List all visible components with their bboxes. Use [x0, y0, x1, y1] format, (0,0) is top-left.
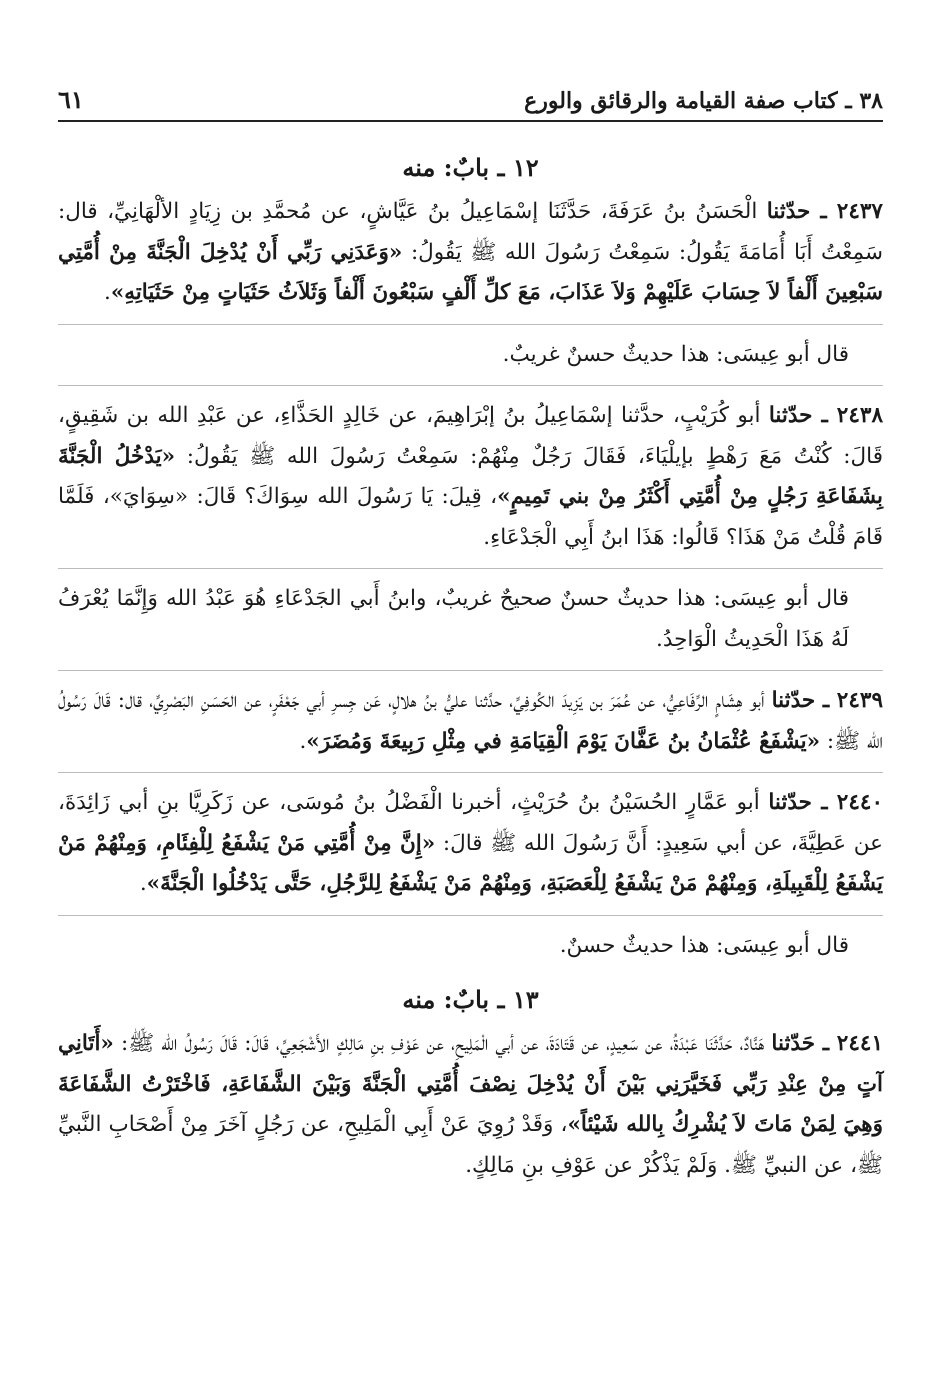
- hadith-chain: أبو هِشَامٍ الرِّفَاعِيُّ، عن عُمَرَ بن يَزِيدَ الكُوفِيِّ، حدَّثنا عليُّ بنُ هلالٍ، عَن جِسرِ أبي جَعْفَرٍ، عن الحَسَنِ البَصْرِيِّ، قال: قَالَ رَسُولُ الله ﷺ:: [58, 688, 883, 754]
- tirmidhi-comment: قال أبو عِيسَى: هذا حديثٌ حسنٌ غريبٌ.: [58, 335, 883, 387]
- hadith-text: ٢٤٣٨ ـ حدّثنا أبو كُرَيْبٍ، حدَّثنا إسْمَاعِيلُ بنُ إبْرَاهِيمَ، عن خَالِدٍ الحَذَّاءِ، عن عَبْدِ الله بن شَقِيقٍ، قَالَ: كُنْتُ مَعَ رَهْطٍ بإيلْيَاءَ، فَقَالَ رَجُلٌ مِنْهُمْ: سَمِعْتُ رَسُولَ الله ﷺ يَقُولُ: «يَدْخُلُ الْجَنَّةَ بِشَفَاعَةِ رَجُلٍ مِنْ أُمَّتِي أَكْثَرُ مِنْ بني تَمِيمٍ»، قِيلَ: يَا رَسُولَ الله سِوَاكَ؟ قَالَ: «سِوَايَ»، فَلَمَّا قَامَ قُلْتُ مَنْ هَذَا؟ قَالُوا: هَذَا ابنُ أَبِي الْجَدْعَاءِ.: [58, 403, 883, 550]
- hadith-number: ٢٤٣٧: [836, 199, 883, 224]
- hadith-text: ٢٤٣٧ ـ حدّثنا الْحَسَنُ بنُ عَرَفَةَ، حَدَّثَنَا إسْمَاعِيلُ بنُ عَيَّاشٍ، عن مُحمَّدِ بن زِيَادٍ الألْهَانِيِّ، قال: سَمِعْتُ أَبَا أُمَامَةَ يَقُولُ: سَمِعْتُ رَسُولَ الله ﷺ يَقُولُ: «وَعَدَنِي رَبِّي أَنْ يُدْخِلَ الْجَنَّةَ مِنْ أُمَّتِي سَبْعِينَ أَلْفاً لاَ حِسَابَ عَلَيْهِمْ وَلاَ عَذَابَ، مَعَ كلِّ أَلْفٍ سَبْعُونَ أَلْفاً وَثَلاَثُ حَثَيَاتٍ مِنْ حَثَيَاتِهِ».: [58, 199, 883, 305]
- hadith-text: ٢٤٤١ ـ حَدّثنا هَنَّادٌ، حَدَّثَنَا عَبْدَةُ، عن سَعِيدٍ، عن قَتَادَةَ، عن أبي الْمَلِيحِ، عن عَوْفِ بنِ مَالِكٍ الأَشْجَعِيِّ، قَالَ: قَالَ رَسُولُ الله ﷺ: «أَتَانِي آتٍ مِنْ عِنْدِ رَبِّي فَخَيَّرَنِي بَيْنَ أَنْ يُدْخِلَ نِصْفَ أُمَّتِي الْجَنَّةَ وَبَيْنَ الشَّفَاعَةِ، فَاخْتَرْتُ الشَّفَاعَةَ وَهِيَ لِمَنْ مَاتَ لاَ يُشْرِكُ بِالله شَيْئاً»، وَقَدْ رُوِيَ عَنْ أَبِي الْمَلِيحِ، عن رَجُلٍ آخَرَ مِنْ أَصْحَابِ النَّبيِّ ﷺ، عن النبيِّ ﷺ. وَلَمْ يَذْكُرْ عن عَوْفِ بنِ مَالِكٍ.: [58, 1031, 883, 1178]
- chapter-heading: ١٢ ـ بابٌ: منه: [402, 153, 539, 182]
- hadith-tail: ، وَقَدْ رُوِيَ عَنْ أَبِي الْمَلِيحِ، عن رَجُلٍ آخَرَ مِنْ أَصْحَابِ النَّبيِّ ﷺ، عن النبيِّ ﷺ. وَلَمْ يَذْكُرْ عن عَوْفِ بنِ مَالِكٍ.: [58, 1112, 883, 1178]
- hadith-quote: «وَعَدَنِي رَبِّي أَنْ يُدْخِلَ الْجَنَّةَ مِنْ أُمَّتِي سَبْعِينَ أَلْفاً لاَ حِسَابَ عَلَيْهِمْ وَلاَ عَذَابَ، مَعَ كلِّ أَلْفٍ سَبْعُونَ أَلْفاً وَثَلاَثُ حَثَيَاتٍ مِنْ حَثَيَاتِهِ»: [58, 239, 883, 305]
- hadith-quote: «يَدْخُلُ الْجَنَّةَ بِشَفَاعَةِ رَجُلٍ مِنْ أُمَّتِي أَكْثَرُ مِنْ بني تَمِيمٍ»: [58, 443, 883, 509]
- hadith-chain: الْحَسَنُ بنُ عَرَفَةَ، حَدَّثَنَا إسْمَاعِيلُ بنُ عَيَّاشٍ، عن مُحمَّدِ بن زِيَادٍ الألْهَانِيِّ، قال: سَمِعْتُ أَبَا أُمَامَةَ يَقُولُ: سَمِعْتُ رَسُولَ الله ﷺ يَقُولُ:: [58, 199, 883, 265]
- running-title: ٣٨ ـ كتاب صفة القيامة والرقائق والورع: [524, 88, 883, 114]
- hadith-tail: .: [299, 728, 307, 754]
- hadith-2438: [58, 396, 883, 569]
- hadith-tail: .: [103, 280, 111, 305]
- hadith-2440: [58, 783, 883, 916]
- hadith-lead: حدّثنا: [766, 199, 811, 224]
- page-header: [58, 74, 883, 122]
- hadith-tail: ، قِيلَ: يَا رَسُولَ الله سِوَاكَ؟ قَالَ: «سِوَايَ»، فَلَمَّا قَامَ قُلْتُ مَنْ هَذَا؟ قَالُوا: هَذَا ابنُ أَبِي الْجَدْعَاءِ.: [58, 484, 883, 550]
- hadith-text: ٢٤٣٩ ـ حدّثنا أبو هِشَامٍ الرِّفَاعِيُّ، عن عُمَرَ بن يَزِيدَ الكُوفِيِّ، حدَّثنا عليُّ بنُ هلالٍ، عَن جِسرِ أبي جَعْفَرٍ، عن الحَسَنِ البَصْرِيِّ، قال: قَالَ رَسُولُ الله ﷺ: «يَشْفَعُ عُثْمَانُ بنُ عَفَّانَ يَوْمَ الْقِيَامَةِ في مِثْلِ رَبِيعَةَ وَمُضَرَ».: [58, 688, 883, 754]
- hadith-lead: حَدّثنا: [771, 1031, 816, 1056]
- hadith-chain: هَنَّادٌ، حَدَّثَنَا عَبْدَةُ، عن سَعِيدٍ، عن قَتَادَةَ، عن أبي الْمَلِيحِ، عن عَوْفِ بنِ مَالِكٍ الأَشْجَعِيِّ، قَالَ: قَالَ رَسُولُ الله ﷺ:: [120, 1031, 765, 1056]
- hadith-quote: «إِنَّ مِنْ أُمَّتِي مَنْ يَشْفَعُ لِلْفِئَامِ، وَمِنْهُمْ مَنْ يَشْفَعُ لِلْقَبِيلَةِ، وَمِنْهُمْ مَنْ يَشْفَعُ لِلْعَصَبَةِ، وَمِنْهُمْ مَنْ يَشْفَعُ لِلرَّجُلِ، حَتَّى يَدْخُلُوا الْجَنَّةَ»: [58, 830, 883, 896]
- page-number: ٦١: [58, 85, 84, 114]
- hadith-2439: [58, 681, 883, 773]
- hadith-tail: .: [139, 871, 147, 896]
- page-body: [58, 150, 883, 1206]
- hadith-lead: حدّثنا: [771, 688, 816, 713]
- hadith-number: ٢٤٤١: [836, 1031, 883, 1056]
- hadith-chain: أبو عَمَّارٍ الحُسَيْنُ بنُ حُرَيْثٍ، أخبرنا الْفَضْلُ بنُ مُوسَى، عن زَكَرِيَّا بنِ أبي زَائِدَةَ، عن عَطِيَّةَ، عن أبي سَعِيدٍ: أَنَّ رَسُولَ الله ﷺ قالَ:: [58, 790, 883, 856]
- hadith-number: ٢٤٣٨: [836, 403, 883, 428]
- hadith-lead: حدّثنا: [768, 790, 812, 815]
- hadith-lead: حدّثنا: [768, 403, 813, 428]
- hadith-quote: «أَتَانِي آتٍ مِنْ عِنْدِ رَبِّي فَخَيَّرَنِي بَيْنَ أَنْ يُدْخِلَ نِصْفَ أُمَّتِي الْجَنَّةَ وَبَيْنَ الشَّفَاعَةِ، فَاخْتَرْتُ الشَّفَاعَةَ وَهِيَ لِمَنْ مَاتَ لاَ يُشْرِكُ بِالله شَيْئاً»: [58, 1031, 883, 1137]
- chapter-heading: ١٣ ـ بابٌ: منه: [402, 985, 539, 1014]
- hadith-number: ٢٤٤٠: [836, 790, 883, 815]
- hadith-2441: [58, 1024, 883, 1196]
- hadith-quote: «يَشْفَعُ عُثْمَانُ بنُ عَفَّانَ يَوْمَ الْقِيَامَةِ في مِثْلِ رَبِيعَةَ وَمُضَرَ»: [306, 728, 821, 754]
- hadith-text: ٢٤٤٠ ـ حدّثنا أبو عَمَّارٍ الحُسَيْنُ بنُ حُرَيْثٍ، أخبرنا الْفَضْلُ بنُ مُوسَى، عن زَكَرِيَّا بنِ أبي زَائِدَةَ، عن عَطِيَّةَ، عن أبي سَعِيدٍ: أَنَّ رَسُولَ الله ﷺ قالَ: «إِنَّ مِنْ أُمَّتِي مَنْ يَشْفَعُ لِلْفِئَامِ، وَمِنْهُمْ مَنْ يَشْفَعُ لِلْقَبِيلَةِ، وَمِنْهُمْ مَنْ يَشْفَعُ لِلْعَصَبَةِ، وَمِنْهُمْ مَنْ يَشْفَعُ لِلرَّجُلِ، حَتَّى يَدْخُلُوا الْجَنَّةَ».: [58, 790, 883, 896]
- tirmidhi-comment: قال أبو عِيسَى: هذا حديثٌ حسنٌ صحيحٌ غريبٌ، وابنُ أَبي الجَدْعَاءِ هُوَ عَبْدُ الله وَإِنَّمَا يُعْرَفُ لَهُ هَذَا الْحَدِيثُ الْوَاحِدُ.: [58, 579, 883, 671]
- hadith-chain: أبو كُرَيْبٍ، حدَّثنا إسْمَاعِيلُ بنُ إبْرَاهِيمَ، عن خَالِدٍ الحَذَّاءِ، عن عَبْدِ الله بن شَقِيقٍ، قَالَ: كُنْتُ مَعَ رَهْطٍ بإيلْيَاءَ، فَقَالَ رَجُلٌ مِنْهُمْ: سَمِعْتُ رَسُولَ الله ﷺ يَقُولُ:: [58, 403, 883, 469]
- hadith-number: ٢٤٣٩: [836, 688, 883, 713]
- hadith-2437: [58, 192, 883, 325]
- tirmidhi-comment: قال أبو عِيسَى: هذا حديثٌ حسنٌ.: [559, 932, 849, 958]
